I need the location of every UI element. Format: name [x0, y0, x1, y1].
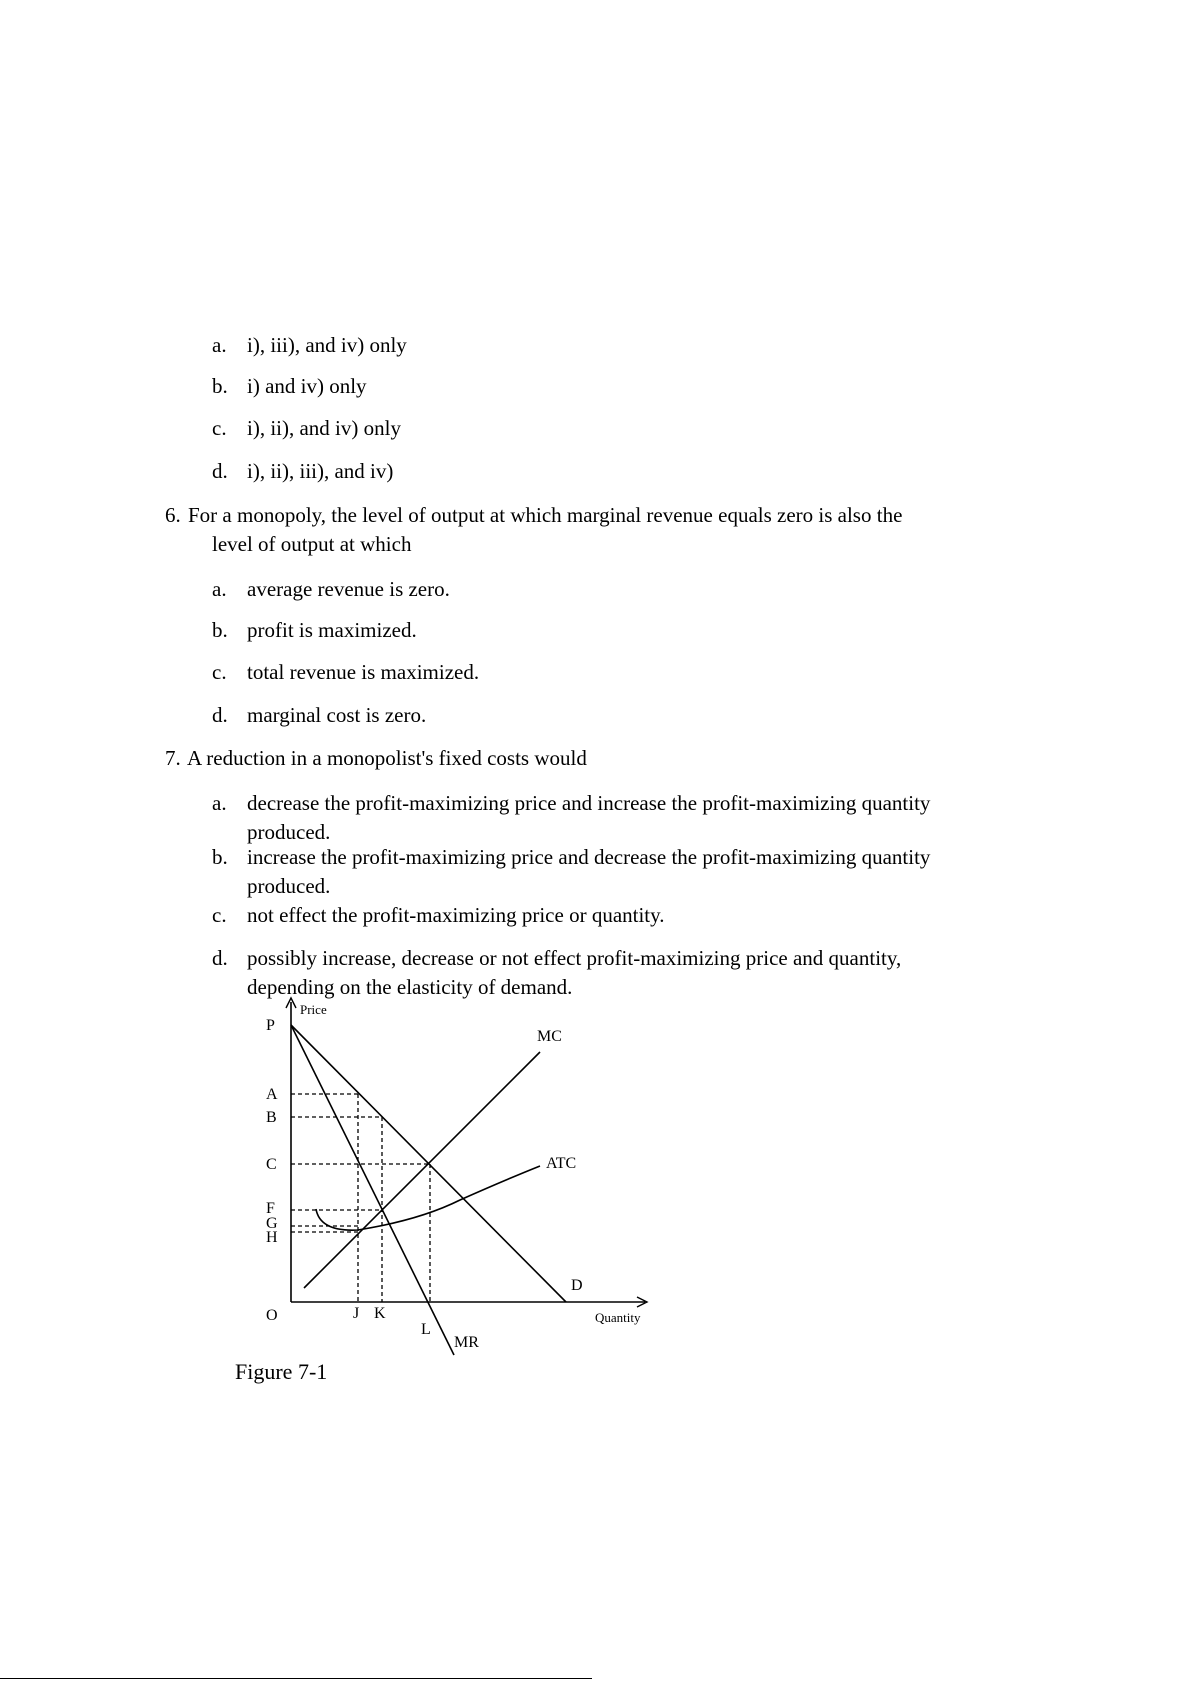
option-letter: c.	[212, 660, 227, 684]
mc-curve	[304, 1052, 540, 1288]
quantity-label-k: K	[374, 1305, 386, 1322]
quantity-axis-label: Quantity	[595, 1310, 641, 1325]
option-letter: d.	[212, 703, 228, 727]
price-label-f: F	[266, 1200, 275, 1217]
option-text-line-2: produced.	[247, 874, 331, 898]
option-letter: c.	[212, 416, 227, 440]
option-letter: b.	[212, 374, 228, 398]
price-label-h: H	[266, 1229, 278, 1246]
question-number: 7.	[165, 746, 181, 770]
price-label-b: B	[266, 1109, 277, 1126]
quantity-label-j: J	[353, 1305, 360, 1322]
demand-label: D	[571, 1277, 583, 1294]
option-letter: b.	[212, 845, 228, 869]
price-label-g: G	[266, 1215, 278, 1232]
question-number: 6.	[165, 503, 181, 527]
figure-7-1	[255, 995, 675, 1360]
option-letter: c.	[212, 903, 227, 927]
option-letter: d.	[212, 459, 228, 483]
figure-caption: Figure 7-1	[235, 1359, 328, 1384]
quantity-label-l: L	[421, 1321, 431, 1338]
option-letter: b.	[212, 618, 228, 642]
option-text-line-2: produced.	[247, 820, 331, 844]
option-text-line-2: depending on the elasticity of demand.	[247, 975, 573, 999]
price-label-p: P	[266, 1017, 275, 1034]
mc-label: MC	[537, 1028, 562, 1045]
question-text-line-1: For a monopoly, the level of output at which marginal revenue equals zero is also the	[188, 503, 903, 527]
option-letter: a.	[212, 577, 227, 601]
footer-rule	[0, 1678, 592, 1679]
option-text-line-1: possibly increase, decrease or not effect profit-maximizing price and quantity,	[247, 946, 902, 970]
question-text: A reduction in a monopolist's fixed costs would	[187, 746, 587, 770]
option-text: i), iii), and iv) only	[247, 333, 407, 357]
atc-label: ATC	[546, 1155, 577, 1172]
question-text-line-2: level of output at which	[212, 532, 412, 556]
price-axis-label: Price	[300, 1002, 327, 1017]
price-label-a: A	[266, 1086, 278, 1103]
guide-lines	[291, 1094, 430, 1302]
option-letter: d.	[212, 946, 228, 970]
option-text-line-1: not effect the profit-maximizing price or quantity.	[247, 903, 665, 927]
mr-label: MR	[454, 1334, 479, 1351]
option-text-line-1: decrease the profit-maximizing price and increase the profit-maximizing quantity	[247, 791, 931, 815]
mr-curve	[291, 1025, 454, 1355]
option-text: i) and iv) only	[247, 374, 367, 398]
option-text-line-1: increase the profit-maximizing price and decrease the profit-maximizing quantity	[247, 845, 931, 869]
option-text: average revenue is zero.	[247, 577, 450, 601]
option-text: marginal cost is zero.	[247, 703, 427, 727]
option-text: i), ii), and iv) only	[247, 416, 401, 440]
origin-label: O	[266, 1307, 278, 1324]
option-letter: a.	[212, 333, 227, 357]
option-text: profit is maximized.	[247, 618, 417, 642]
atc-curve	[316, 1166, 540, 1230]
option-text: i), ii), iii), and iv)	[247, 459, 394, 483]
option-letter: a.	[212, 791, 227, 815]
option-text: total revenue is maximized.	[247, 660, 480, 684]
price-label-c: C	[266, 1156, 277, 1173]
